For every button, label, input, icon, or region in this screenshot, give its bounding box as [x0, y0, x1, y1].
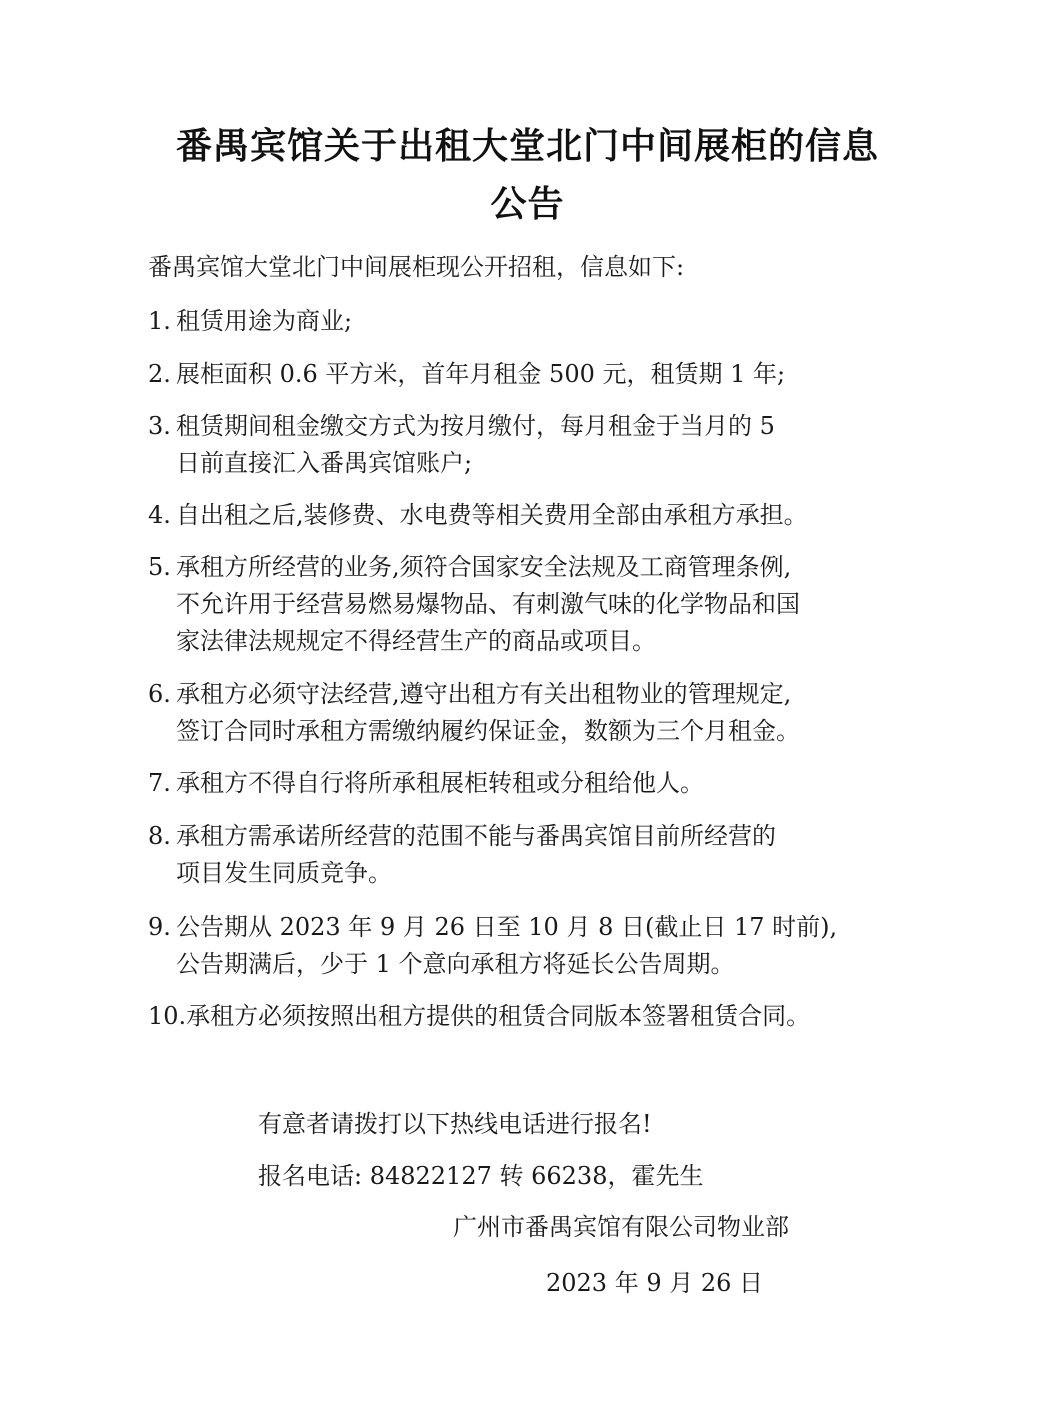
- item-number: 2.: [148, 360, 171, 388]
- list-item-2: [148, 356, 785, 393]
- item-number: 7.: [148, 769, 171, 797]
- item-text: 租赁用途为商业;: [176, 307, 353, 335]
- item-text-continued: 家法律法规规定不得经营生产的商品或项目。: [176, 627, 656, 655]
- list-item-4: [148, 497, 808, 534]
- item-text: 自出租之后,装修费、水电费等相关费用全部由承租方承担。: [176, 501, 808, 529]
- item-text-continued: 不允许用于经营易燃易爆物品、有刺激气味的化学物品和国: [176, 590, 800, 618]
- intro-paragraph: 番禺宾馆大堂北门中间展柜现公开招租，信息如下:: [148, 253, 685, 281]
- list-item-7: [148, 765, 704, 802]
- list-item-1: [148, 303, 352, 340]
- page-title: 番禺宾馆关于出租大堂北门中间展柜的信息: [175, 126, 879, 167]
- list-item-10: [148, 998, 810, 1035]
- item-number: 6.: [148, 680, 171, 708]
- item-number: 9.: [148, 913, 171, 941]
- item-text-continued: 项目发生同质竞争。: [176, 859, 392, 887]
- item-text: 承租方所经营的业务,须符合国家安全法规及工商管理条例,: [176, 553, 792, 581]
- list-item-5: [148, 549, 800, 660]
- item-text: 承租方必须守法经营,遵守出租方有关出租物业的管理规定,: [176, 680, 792, 708]
- item-text: 公告期从 2023 年 9 月 26 日至 10 月 8 日(截止日 17 时前),: [176, 913, 838, 941]
- signature-date: 2023 年 9 月 26 日: [546, 1269, 764, 1297]
- item-text: 租赁期间租金缴交方式为按月缴付，每月租金于当月的 5: [176, 412, 775, 440]
- page-title-continued: 公告: [490, 184, 565, 225]
- item-text-continued: 签订合同时承租方需缴纳履约保证金，数额为三个月租金。: [176, 717, 800, 745]
- item-number: 10.: [148, 1002, 187, 1030]
- item-number: 4.: [148, 501, 171, 529]
- item-text: 展柜面积 0.6 平方米，首年月租金 500 元，租赁期 1 年;: [176, 360, 786, 388]
- item-text-continued: 日前直接汇入番禺宾馆账户;: [176, 449, 473, 477]
- item-text: 承租方需承诺所经营的范围不能与番禺宾馆目前所经营的: [176, 822, 776, 850]
- contact-invite: 有意者请拨打以下热线电话进行报名!: [258, 1110, 652, 1138]
- contact-phone: 报名电话: 84822127 转 66238，霍先生: [258, 1162, 704, 1190]
- item-text-continued: 公告期满后，少于 1 个意向承租方将延长公告周期。: [176, 950, 735, 978]
- list-item-9: [148, 909, 837, 983]
- signature-organization: 广州市番禺宾馆有限公司物业部: [453, 1213, 789, 1241]
- item-number: 8.: [148, 822, 171, 850]
- list-item-6: [148, 676, 800, 750]
- list-item-3: [148, 408, 775, 482]
- list-item-8: [148, 818, 776, 892]
- item-number: 1.: [148, 307, 171, 335]
- item-text: 承租方不得自行将所承租展柜转租或分租给他人。: [176, 769, 704, 797]
- item-text: 承租方必须按照出租方提供的租赁合同版本签署租赁合同。: [186, 1002, 811, 1030]
- item-number: 3.: [148, 412, 171, 440]
- item-number: 5.: [148, 553, 171, 581]
